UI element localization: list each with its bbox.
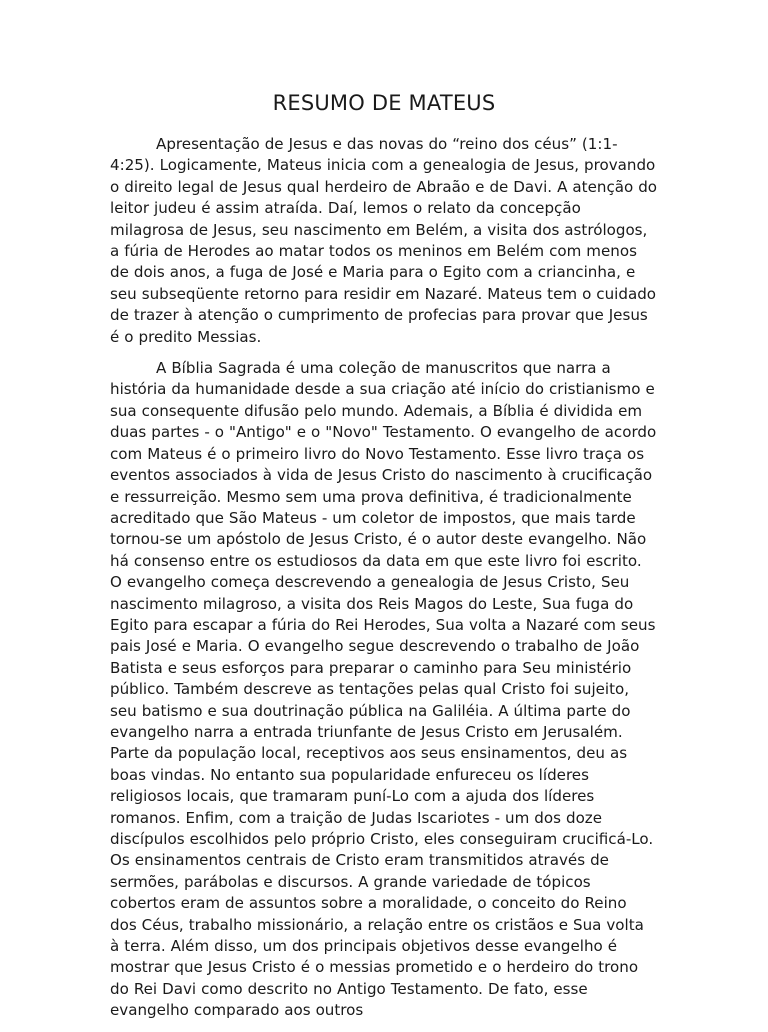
- paragraph-2: A Bíblia Sagrada é uma coleção de manuscritos que narra a história da humanidade desde a sua criação até início do cristianismo e sua consequente difusão pelo mundo. Ademais, a Bíblia é dividida em duas partes - o "Antigo" e o "Novo" Testamento. O evangelho de acordo com Mateus é o primeiro livro do Novo Testamento. Esse livro traça os eventos associados à vida de Jesus Cristo do nascimento à crucificação e ressurreição. Mesmo sem uma prova definitiva, é tradicionalmente acreditado que São Mateus - um coletor de impostos, que mais tarde tornou-se um apóstolo de Jesus Cristo, é o autor deste evangelho. Não há consenso entre os estudiosos da data em que este livro foi escrito. O evangelho começa descrevendo a genealogia de Jesus Cristo, Seu nascimento milagroso, a visita dos Reis Magos do Leste, Sua fuga do Egito para escapar a fúria do Rei Herodes, Sua volta a Nazaré com seus pais José e Maria. O evangelho segue descrevendo o trabalho de João Batista e seus esforços para preparar o caminho para Seu ministério público. Também descreve as tentações pelas qual Cristo foi sujeito, seu batismo e sua doutrinação pública na Galiléia. A última parte do evangelho narra a entrada triunfante de Jesus Cristo em Jerusalém. Parte da população local, receptivos aos seus ensinamentos, deu as boas vindas. No entanto sua popularidade enfureceu os líderes religiosos locais, que tramaram puní-Lo com a ajuda dos líderes romanos. Enfim, com a traição de Judas Iscariotes - um dos doze discípulos escolhidos pelo próprio Cristo, eles conseguiram crucificá-Lo. Os ensinamentos centrais de Cristo eram transmitidos através de sermões, parábolas e discursos. A grande variedade de tópicos cobertos eram de assuntos sobre a moralidade, o conceito do Reino dos Céus, trabalho missionário, a relação entre os cristãos e Sua volta à terra. Além disso, um dos principais objetivos desse evangelho é mostrar que Jesus Cristo é o messias prometido e o herdeiro do trono do Rei Davi como descrito no Antigo Testamento. De fato, esse evangelho comparado aos outros: [110, 359, 657, 1020]
- paragraph-1: Apresentação de Jesus e das novas do “reino dos céus” (1:1-4:25). Logicamente, Mateus inicia com a genealogia de Jesus, provando o direito legal de Jesus qual herdeiro de Abraão e de Davi. A atenção do leitor judeu é assim atraída. Daí, lemos o relato da concepção milagrosa de Jesus, seu nascimento em Belém, a visita dos astrólogos, a fúria de Herodes ao matar todos os meninos em Belém com menos de dois anos, a fuga de José e Maria para o Egito com a criancinha, e seu subseqüente retorno para residir em Nazaré. Mateus tem o cuidado de trazer à atenção o cumprimento de profecias para provar que Jesus é o predito Messias.: [110, 135, 658, 346]
- document-title: RESUMO DE MATEUS: [272, 91, 496, 115]
- document-page: [110, 88, 658, 1032]
